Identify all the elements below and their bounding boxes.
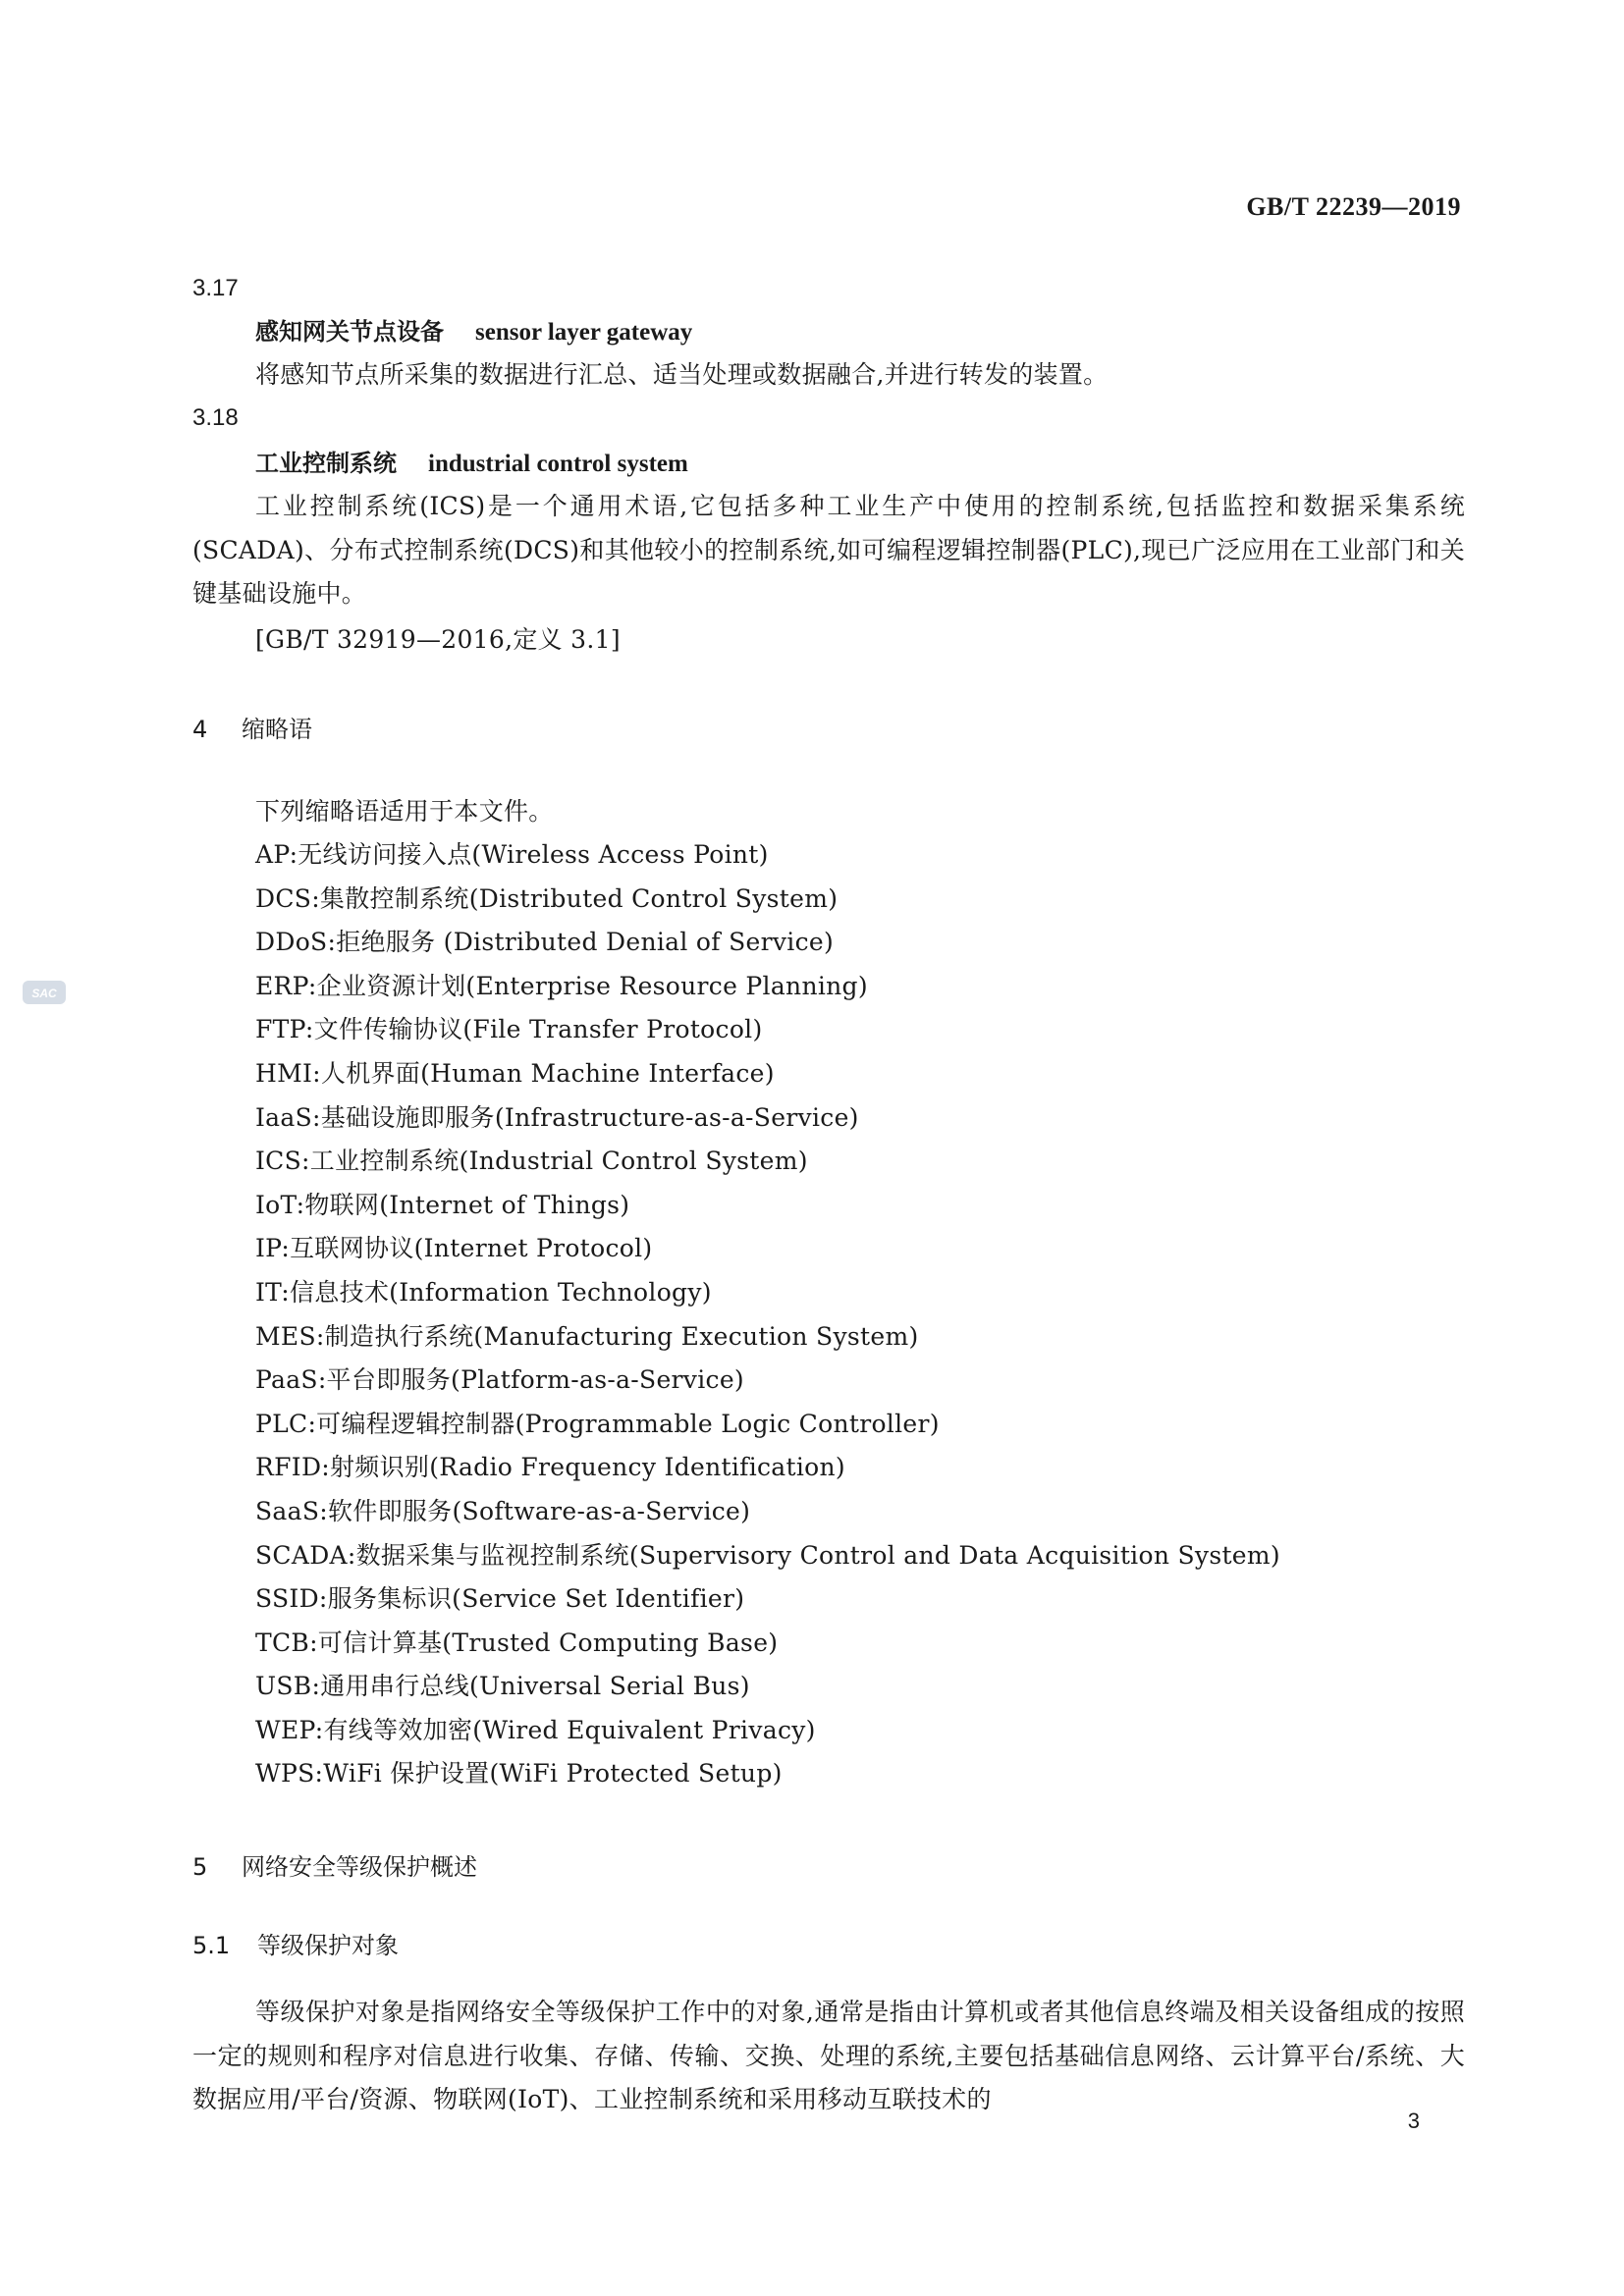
section-heading bbox=[192, 714, 312, 745]
list-item: ERP:企业资源计划(Enterprise Resource Planning) bbox=[255, 971, 868, 1000]
term-definition: 工业控制系统(ICS)是一个通用术语,它包括多种工业生产中使用的控制系统,包括监控和数据采集系统(SCADA)、分布式控制系统(DCS)和其他较小的控制系统,如可编程逻辑控制器(PLC),现已广泛应用在工业部门和关键基础设施中。 bbox=[192, 492, 1465, 608]
term-number: 3.18 bbox=[192, 404, 239, 431]
list-item: SSID:服务集标识(Service Set Identifier) bbox=[255, 1584, 745, 1614]
document-code: GB/T 22239—2019 bbox=[1246, 192, 1461, 221]
list-item: FTP:文件传输协议(File Transfer Protocol) bbox=[255, 1015, 763, 1044]
list-item: TCB:可信计算基(Trusted Computing Base) bbox=[255, 1628, 779, 1657]
list-item: PLC:可编程逻辑控制器(Programmable Logic Controller) bbox=[255, 1409, 940, 1438]
list-item: ICS:工业控制系统(Industrial Control System) bbox=[255, 1147, 808, 1176]
list-item: DDoS:拒绝服务 (Distributed Denial of Service) bbox=[255, 928, 835, 957]
section-title: 网络安全等级保护概述 bbox=[242, 1853, 477, 1881]
subsection-paragraph: 等级保护对象是指网络安全等级保护工作中的对象,通常是指由计算机或者其他信息终端及相关设备组成的按照一定的规则和程序对信息进行收集、存储、传输、交换、处理的系统,主要包括基础信息网络、云计算平台/系统、大数据应用/平台/资源、物联网(IoT)、工业控制系统和采用移动互联技术的 bbox=[192, 1998, 1465, 2113]
term-chinese: 工业控制系统 bbox=[255, 450, 397, 477]
list-item: MES:制造执行系统(Manufacturing Execution System) bbox=[255, 1321, 919, 1351]
term-chinese: 感知网关节点设备 bbox=[255, 318, 444, 346]
subsection-title: 等级保护对象 bbox=[257, 1932, 399, 1959]
list-item: WPS:WiFi 保护设置(WiFi Protected Setup) bbox=[255, 1759, 783, 1789]
section-title: 缩略语 bbox=[242, 716, 312, 743]
list-item: IP:互联网协议(Internet Protocol) bbox=[255, 1234, 653, 1263]
term-number: 3.17 bbox=[192, 275, 239, 301]
term-english: sensor layer gateway bbox=[475, 319, 693, 346]
watermark-text: SAC bbox=[31, 987, 57, 1000]
term-definition: 将感知节点所采集的数据进行汇总、适当处理或数据融合,并进行转发的装置。 bbox=[255, 360, 1109, 389]
term-english: industrial control system bbox=[428, 451, 688, 477]
list-item: PaaS:平台即服务(Platform-as-a-Service) bbox=[255, 1365, 744, 1395]
list-item: IT:信息技术(Information Technology) bbox=[255, 1277, 712, 1307]
term-heading bbox=[255, 316, 692, 348]
section-number: 4 bbox=[192, 716, 208, 743]
subsection-number: 5.1 bbox=[192, 1932, 231, 1959]
list-item: DCS:集散控制系统(Distributed Control System) bbox=[255, 883, 839, 913]
section-number: 5 bbox=[192, 1853, 208, 1881]
list-item: RFID:射频识别(Radio Frequency Identification) bbox=[255, 1453, 845, 1482]
list-item: USB:通用串行总线(Universal Serial Bus) bbox=[255, 1672, 750, 1701]
section-heading bbox=[192, 1851, 477, 1883]
list-item: HMI:人机界面(Human Machine Interface) bbox=[255, 1058, 775, 1088]
sac-watermark-logo bbox=[22, 977, 67, 1008]
list-item: WEP:有线等效加密(Wired Equivalent Privacy) bbox=[255, 1715, 816, 1744]
list-item: IoT:物联网(Internet of Things) bbox=[255, 1190, 630, 1219]
list-item: IaaS:基础设施即服务(Infrastructure-as-a-Service) bbox=[255, 1102, 859, 1132]
list-item: AP:无线访问接入点(Wireless Access Point) bbox=[255, 840, 769, 869]
abbreviation-list bbox=[255, 839, 1280, 1802]
page-number: 3 bbox=[1407, 2109, 1420, 2133]
section-intro: 下列缩略语适用于本文件。 bbox=[255, 797, 554, 826]
list-item: SCADA:数据采集与监视控制系统(Supervisory Control and Data Acquisition System) bbox=[255, 1540, 1280, 1570]
list-item: SaaS:软件即服务(Software-as-a-Service) bbox=[255, 1496, 751, 1525]
term-source: [GB/T 32919—2016,定义 3.1] bbox=[255, 625, 621, 654]
term-heading bbox=[255, 448, 688, 480]
subsection-heading bbox=[192, 1930, 399, 1961]
